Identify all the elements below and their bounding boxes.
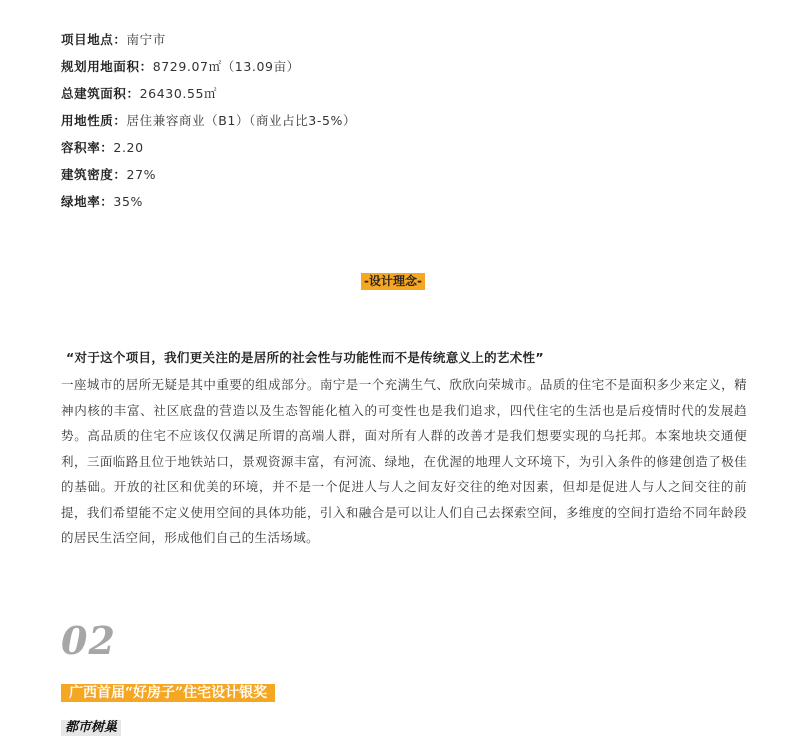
- info-row-land-use: [61, 111, 761, 138]
- info-label: 总建筑面积：: [61, 86, 140, 101]
- info-label: 用地性质：: [61, 113, 127, 128]
- info-value: 南宁市: [126, 32, 166, 47]
- info-label: 规划用地面积：: [61, 59, 153, 74]
- design-body-paragraph: 一座城市的居所无疑是其中重要的组成部分。南宁是一个充满生气、欣欣向荣城市。品质的住宅不是面积多少来定义，精神内核的丰富、社区底盘的营造以及生态智能化植入的可变性也是我们追求，四代住宅的生活也是后疫情时代的发展趋势。高品质的住宅不应该仅仅满足所谓的高端人群，面对所有人群的改善才是我们想要实现的乌托邦。本案地块交通便利，三面临路且位于地铁站口，景观资源丰富，有河流、绿地，在优渥的地理人文环境下，为引入条件的修建创造了极佳的基础。开放的社区和优美的环境，并不是一个促进人与人之间友好交往的绝对因素，但却是促进人与人之间交往的前提，我们希望能不定义使用空间的具体功能，引入和融合是可以让人们自己去探索空间，多维度的空间打造给不同年龄段的居民生活空间，形成他们自己的生活场域。: [61, 377, 747, 545]
- info-value: 26430.55㎡: [139, 86, 218, 101]
- info-row-floor-area: [61, 84, 761, 111]
- info-value: 35%: [113, 194, 143, 209]
- info-row-site-area: [61, 57, 761, 84]
- info-value: 居住兼容商业（B1）（商业占比3-5%）: [126, 113, 357, 128]
- info-label: 绿地率：: [61, 194, 114, 209]
- info-value: 2.20: [113, 140, 144, 155]
- info-row-plot-ratio: [61, 138, 761, 165]
- design-quote: “对于这个项目，我们更关注的是居所的社会性与功能性而不是传统意义上的艺术性”: [66, 350, 544, 365]
- info-value: 27%: [126, 167, 157, 182]
- info-row-green-ratio: [61, 192, 761, 219]
- section-number: 02: [61, 618, 116, 663]
- award-banner: 广西首届“好房子”住宅设计银奖: [61, 684, 275, 702]
- info-value: 8729.07㎡（13.09亩）: [152, 59, 300, 74]
- design-concept-tag: -设计理念-: [361, 273, 425, 290]
- info-label: 容积率：: [61, 140, 114, 155]
- info-row-location: [61, 30, 761, 57]
- project-name-label: 都市树巢: [61, 720, 121, 736]
- info-label: 建筑密度：: [61, 167, 127, 182]
- project-info-list: [61, 30, 761, 219]
- info-label: 项目地点：: [61, 32, 127, 47]
- info-row-building-density: [61, 165, 761, 192]
